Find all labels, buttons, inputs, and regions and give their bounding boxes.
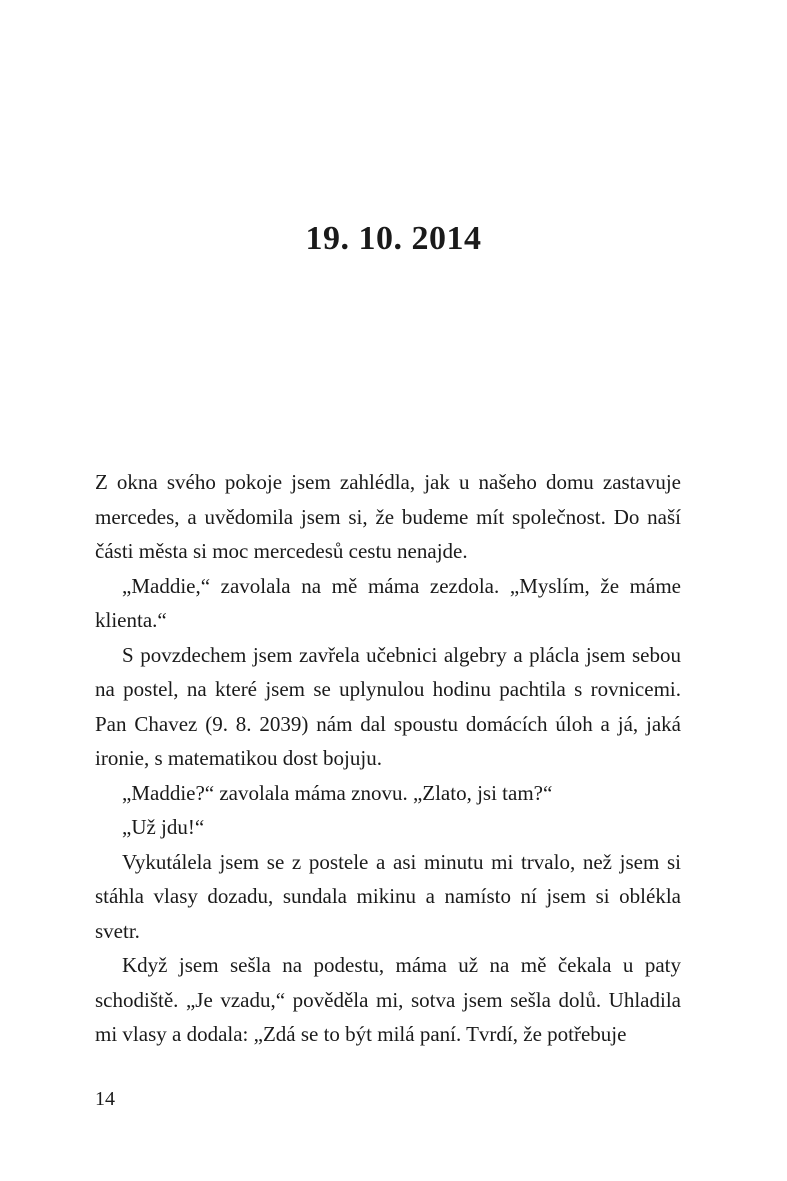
paragraph: S povzdechem jsem zavřela učebnici algebry a plácla jsem sebou na postel, na které jsem se uplynulou hodinu pachtila s rovnicemi. Pan Chavez (9. 8. 2039) nám dal spoustu domácích úloh a já, jaká ironie, s matematikou dost bojuju. xyxy=(95,642,681,770)
body-text xyxy=(95,465,681,1052)
paragraph: Vykutálela jsem se z postele a asi minutu mi trvalo, než jsem si stáhla vlasy dozadu, sundala mikinu a namísto ní jsem si oblékla svetr. xyxy=(95,849,681,943)
chapter-heading: 19. 10. 2014 xyxy=(305,220,482,257)
paragraph: „Maddie,“ zavolala na mě máma zezdola. „Myslím, že máme klienta.“ xyxy=(95,573,681,632)
paragraph: „Maddie?“ zavolala máma znovu. „Zlato, jsi tam?“ xyxy=(122,780,553,805)
paragraph: „Už jdu!“ xyxy=(122,815,205,839)
paragraph: Z okna svého pokoje jsem zahlédla, jak u našeho domu zastavuje mercedes, a uvědomila jsem si, že budeme mít společnost. Do naší části města si moc mercedesů cestu nenajde. xyxy=(95,470,681,563)
page-number: 14 xyxy=(95,1088,115,1110)
paragraph: Když jsem sešla na podestu, máma už na mě čekala u paty schodiště. „Je vzadu,“ pověděla mi, sotva jsem sešla dolů. Uhladila mi vlasy a dodala: „Zdá se to být milá paní. Tvrdí, že potřebuje xyxy=(95,953,681,1046)
